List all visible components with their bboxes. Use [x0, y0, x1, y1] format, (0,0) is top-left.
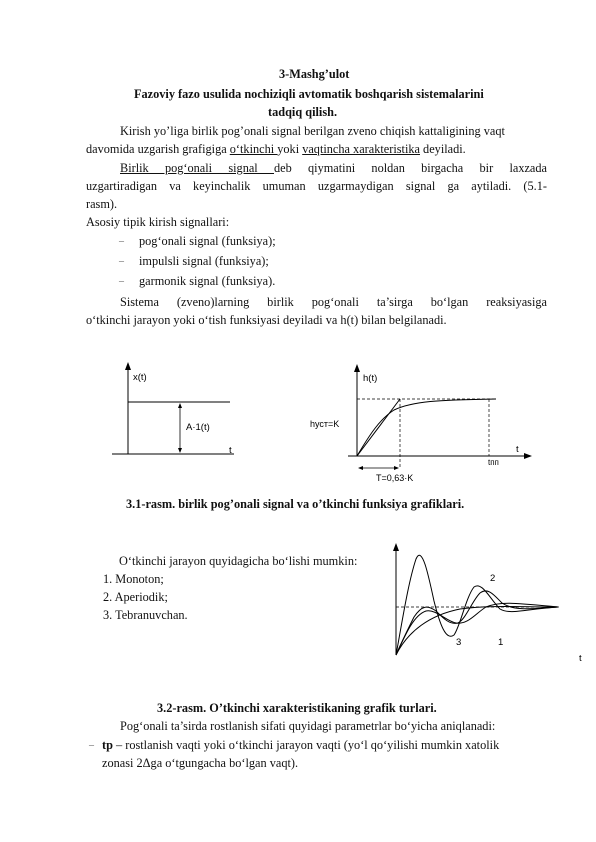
- intro-text-mid: yoki: [277, 142, 303, 156]
- x-axis-label: t: [579, 653, 582, 664]
- amplitude-arrow-tail: [178, 448, 182, 453]
- amplitude-arrow-head: [178, 403, 182, 408]
- intro-line-1: Kirish yo’liga birlik pog’onali signal berilgan zveno chiqish kattaligining vaqt: [120, 124, 505, 138]
- y-axis-label: h(t): [363, 373, 378, 384]
- amplitude-label: A·1(t): [186, 422, 210, 433]
- time-constant-arrow-right: [394, 466, 399, 470]
- list-bullet: –: [119, 236, 124, 247]
- quality-item-tp-cont: zonasi 2Δga o‘tgungacha bo‘lgan vaqt).: [102, 756, 299, 770]
- page-subtitle: Fazoviy fazo usulida nochiziqli avtomatik boshqarish sistemalarini: [134, 87, 484, 101]
- curve-label-1: 1: [498, 637, 504, 648]
- curve-label-2: 2: [490, 573, 496, 584]
- tp-symbol: tp: [102, 738, 113, 752]
- transient-type-item: 2. Aperiodik;: [103, 590, 168, 604]
- term-birlik-pogonali[interactable]: Birlik pog‘onali signal: [120, 161, 274, 175]
- figure-1-caption: 3.1-rasm. birlik pog’onali signal va o’tkinchi funksiya grafiklari.: [126, 497, 465, 511]
- signal-item: impulsli signal (funksiya);: [139, 254, 269, 268]
- signals-heading: Asosiy tipik kirish signallari:: [86, 215, 230, 229]
- transient-def-line-2: o‘tkinchi jarayon yoki o‘tish funksiyasi deyiladi va h(t) bilan belgilanadi.: [86, 313, 447, 327]
- transient-type-item: 1. Monoton;: [103, 572, 164, 586]
- tp-description: – rostlanish vaqti yoki o‘tkinchi jarayon vaqti (yo‘l qo‘yilishi mumkin xatolik: [112, 738, 500, 752]
- intro-text: davomida uzgarish grafigiga: [86, 142, 230, 156]
- step-def-text: deb qiymatini noldan birgacha bir laxzada: [274, 161, 547, 175]
- figure-transient-function: [308, 364, 538, 484]
- page-subtitle-cont: tadqiq qilish.: [268, 105, 338, 119]
- step-def-line-1: [120, 160, 547, 176]
- figure-step-signal: [108, 362, 248, 462]
- figure-2-caption: 3.2-rasm. O’tkinchi xarakteristikaning grafik turlari.: [157, 701, 437, 715]
- curve-label-3: 3: [456, 637, 462, 648]
- transient-def-line-1: Sistema (zveno)larning birlik pog‘onali ta’sirga bo‘lgan reaksiyasiga: [120, 295, 547, 309]
- page-title: 3-Mashg’ulot: [279, 67, 350, 81]
- transient-type-item: 3. Tebranuvchan.: [103, 608, 188, 622]
- signal-item: pog‘onali signal (funksiya);: [139, 234, 276, 248]
- figure-transient-types: [390, 543, 590, 665]
- intro-text-end: deyiladi.: [419, 142, 466, 156]
- x-axis-arrow: [524, 453, 532, 459]
- curve-1: [396, 603, 558, 655]
- list-bullet: –: [89, 740, 94, 751]
- transient-types-intro: O‘tkinchi jarayon quyidagicha bo‘lishi mumkin:: [119, 554, 358, 568]
- term-link-otkinchi[interactable]: o‘tkinchi: [229, 142, 278, 156]
- steady-state-label: hуст=K: [310, 419, 340, 429]
- x-axis-label: t: [229, 445, 232, 456]
- tangent-line: [357, 399, 400, 456]
- x-axis-label: t: [516, 444, 519, 455]
- quality-line-1: Pog‘onali ta’sirda rostlanish sifati quyidagi parametrlar bo‘yicha aniqlanadi:: [120, 719, 496, 733]
- step-def-line-3: rasm).: [86, 197, 118, 211]
- y-axis-label: x(t): [133, 372, 147, 383]
- quality-item-tp: [102, 737, 499, 753]
- list-bullet: –: [119, 276, 124, 287]
- intro-line-2: [86, 141, 466, 157]
- step-def-line-2: uzgartiradigan va keyinchalik umuman uzgarmaydigan signal ga aytiladi. (5.1-: [86, 179, 547, 193]
- list-bullet: –: [119, 256, 124, 267]
- transient-curve: [357, 399, 496, 456]
- term-link-vaqtincha[interactable]: vaqtincha xarakteristika: [302, 142, 420, 156]
- time-constant-label: T=0,63·K: [376, 473, 414, 483]
- signal-item: garmonik signal (funksiya).: [139, 274, 276, 288]
- curve-3: [396, 591, 558, 655]
- time-constant-arrow-left: [358, 466, 363, 470]
- settling-time-label: tпп: [488, 458, 499, 467]
